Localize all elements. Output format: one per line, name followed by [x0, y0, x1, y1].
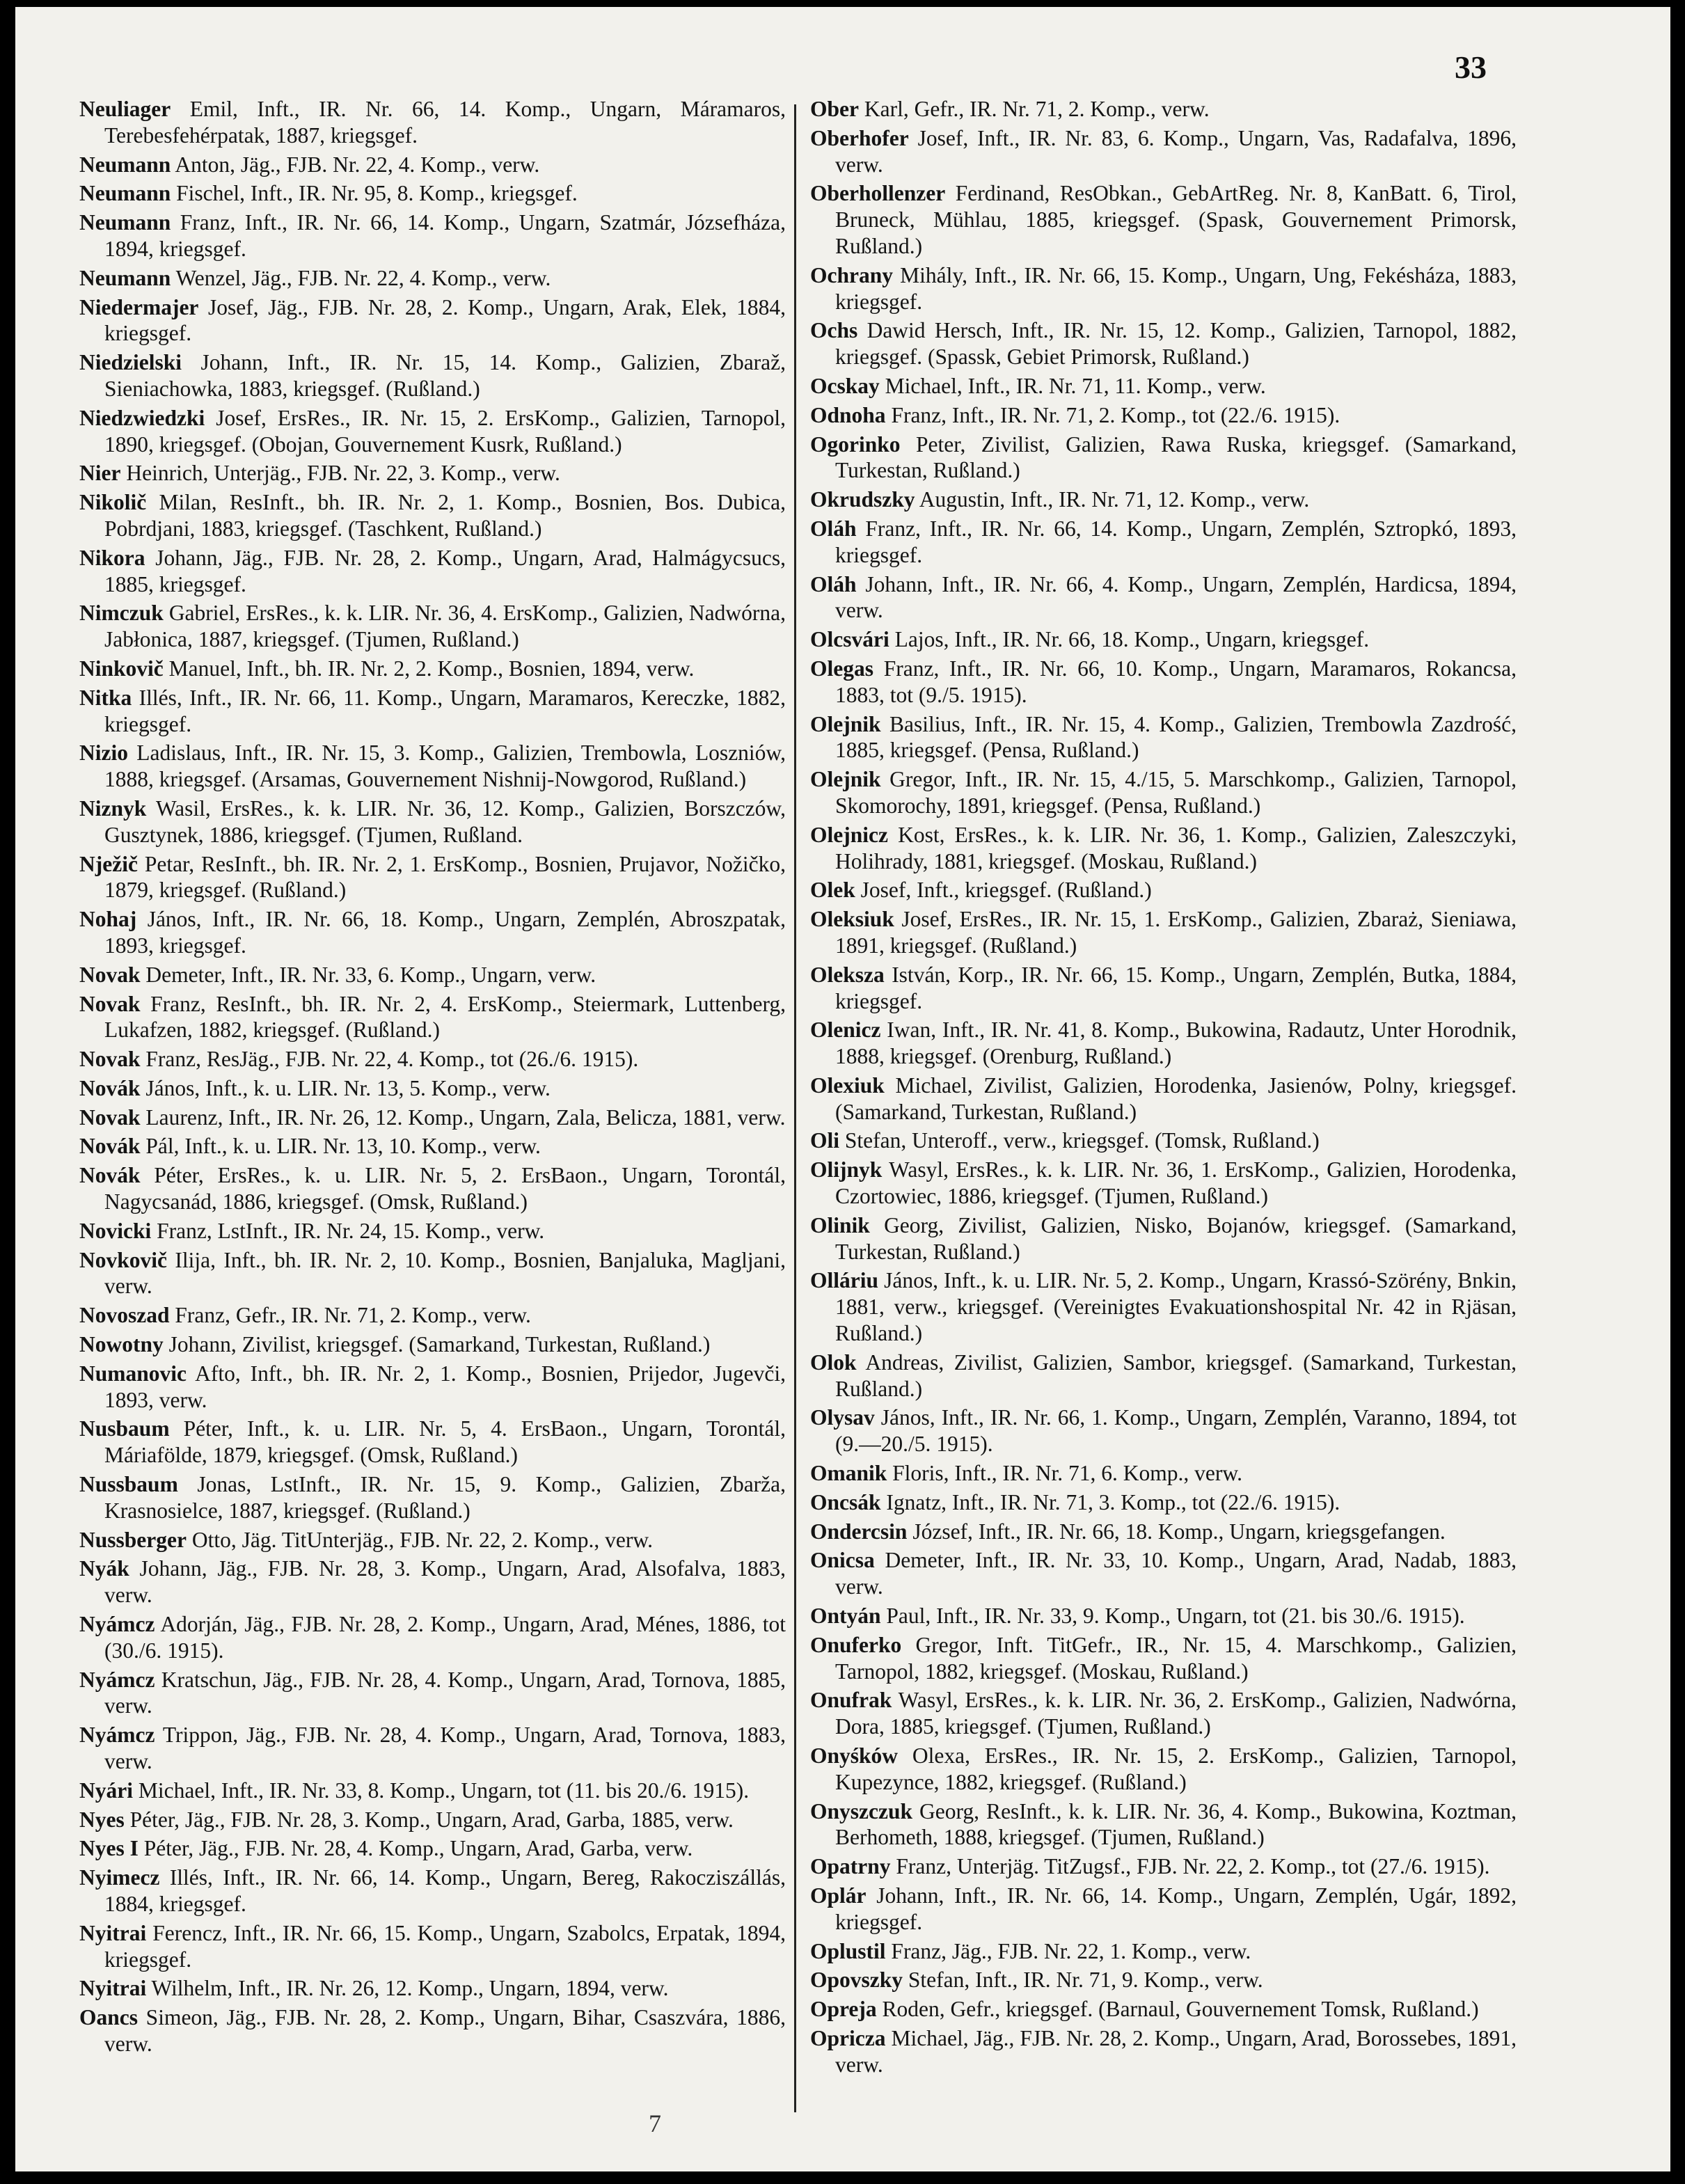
list-entry — [810, 262, 1517, 315]
list-entry — [810, 711, 1517, 764]
entry-surname: Nusbaum — [79, 1416, 170, 1441]
entry-surname: Oberhofer — [810, 125, 909, 150]
entry-details: Petar, ResInft., bh. IR. Nr. 2, 1. ErsKomp., Bosnien, Prujavor, Nožičko, 1879, kriegsgef. (Rußland.) — [104, 851, 786, 903]
entry-surname: Neumann — [79, 152, 171, 177]
entry-details: Peter, Zivilist, Galizien, Rawa Ruska, kriegsgef. (Samarkand, Turkestan, Rußland.) — [835, 432, 1517, 483]
column-divider — [794, 104, 796, 2112]
entry-details: Kost, ErsRes., k. k. LIR. Nr. 36, 1. Komp., Galizien, Zaleszczyki, Holihrady, 1881, kriegsgef. (Moskau, Rußland.) — [835, 822, 1517, 873]
entry-surname: Novkovič — [79, 1247, 167, 1272]
entry-details: Pál, Inft., k. u. LIR. Nr. 13, 10. Komp., verw. — [145, 1134, 541, 1159]
list-entry — [79, 405, 786, 458]
list-entry — [79, 1527, 786, 1553]
entry-surname: Nussberger — [79, 1527, 187, 1552]
list-entry — [79, 1667, 786, 1720]
entry-surname: Nikora — [79, 545, 145, 570]
entry-details: Péter, Jäg., FJB. Nr. 28, 3. Komp., Ungarn, Arad, Garba, 1885, verw. — [129, 1807, 734, 1832]
entry-surname: Novak — [79, 1047, 141, 1072]
entry-details: Michael, Inft., IR. Nr. 71, 11. Komp., verw. — [885, 373, 1266, 398]
entry-details: Lajos, Inft., IR. Nr. 66, 18. Komp., Ungarn, kriegsgef. — [894, 627, 1370, 652]
entry-surname: Ninkovič — [79, 656, 164, 681]
entry-details: János, Inft., IR. Nr. 66, 18. Komp., Ungarn, Zemplén, Abroszpatak, 1893, kriegsgef. — [104, 907, 786, 958]
list-entry — [79, 906, 786, 959]
list-entry — [810, 656, 1517, 709]
entry-surname: Novoszad — [79, 1303, 170, 1328]
list-entry — [79, 740, 786, 793]
list-entry — [810, 1547, 1517, 1600]
list-entry — [810, 1996, 1517, 2023]
list-entry — [810, 1404, 1517, 1457]
list-entry — [79, 685, 786, 738]
list-entry — [810, 432, 1517, 484]
entry-surname: Novák — [79, 1163, 141, 1188]
entry-details: Dawid Hersch, Inft., IR. Nr. 15, 12. Komp., Galizien, Tarnopol, 1882, kriegsgef. (Spassk, Gebiet Primorsk, Rußland.) — [835, 318, 1517, 370]
entry-surname: Nitka — [79, 685, 132, 710]
entry-details: Olexa, ErsRes., IR. Nr. 15, 2. ErsKomp., Galizien, Tarnopol, Kupezynce, 1882, kriegsgef. (Rußland.) — [835, 1743, 1517, 1794]
entry-surname: Olejnicz — [810, 822, 888, 847]
list-entry — [810, 1853, 1517, 1880]
entry-details: Josef, Inft., kriegsgef. (Rußland.) — [860, 878, 1152, 903]
entry-details: Franz, LstInft., IR. Nr. 24, 15. Komp., verw. — [157, 1218, 545, 1243]
entry-surname: Nyes I — [79, 1836, 139, 1861]
left-column — [79, 96, 786, 2060]
entry-surname: Oláh — [810, 571, 857, 596]
entry-details: Josef, ErsRes., IR. Nr. 15, 2. ErsKomp., Galizien, Tarnopol, 1890, kriegsgef. (Obojan, Gouvernement Kusrk, Rußland.) — [104, 405, 786, 457]
list-entry — [79, 1975, 786, 2002]
entry-surname: Niznyk — [79, 796, 147, 821]
entry-details: Johann, Jäg., FJB. Nr. 28, 2. Komp., Ungarn, Arad, Halmágycsucs, 1885, kriegsgef. — [104, 545, 786, 596]
entry-details: Josef, Jäg., FJB. Nr. 28, 2. Komp., Ungarn, Arak, Elek, 1884, kriegsgef. — [104, 294, 786, 346]
list-entry — [810, 373, 1517, 399]
list-entry — [79, 1105, 786, 1131]
entry-surname: Nohaj — [79, 907, 137, 932]
entry-surname: Ondercsin — [810, 1519, 908, 1544]
entry-details: Ferdinand, ResObkan., GebArtReg. Nr. 8, KanBatt. 6, Tirol, Bruneck, Mühlau, 1885, kriegsgef. (Spask, Gouvernement Primorsk, Rußland.) — [835, 181, 1517, 258]
list-entry — [79, 1361, 786, 1414]
right-column — [810, 96, 1517, 2081]
entry-surname: Oancs — [79, 2005, 139, 2030]
entry-surname: Oncsák — [810, 1489, 881, 1514]
list-entry — [79, 991, 786, 1044]
list-entry — [810, 1350, 1517, 1402]
entry-surname: Nimczuk — [79, 601, 164, 626]
entry-details: János, Inft., k. u. LIR. Nr. 13, 5. Komp., verw. — [145, 1075, 551, 1100]
entry-details: Péter, Inft., k. u. LIR. Nr. 5, 4. ErsBaon., Ungarn, Torontál, Máriafölde, 1879, kriegsgef. (Omsk, Rußland.) — [104, 1416, 786, 1468]
entry-surname: Omanik — [810, 1461, 887, 1486]
list-entry — [79, 1247, 786, 1300]
entry-surname: Numanovic — [79, 1361, 187, 1386]
entry-details: Afto, Inft., bh. IR. Nr. 2, 1. Komp., Bosnien, Prijedor, Jugevči, 1893, verw. — [104, 1361, 786, 1412]
entry-surname: Nizio — [79, 741, 128, 766]
page-number: 33 — [1455, 49, 1487, 85]
entry-details: Kratschun, Jäg., FJB. Nr. 28, 4. Komp., Ungarn, Arad, Tornova, 1885, verw. — [104, 1667, 786, 1718]
list-entry — [79, 1722, 786, 1775]
entry-details: Ignatz, Inft., IR. Nr. 71, 3. Komp., tot (22./6. 1915). — [886, 1489, 1340, 1514]
list-entry — [79, 1162, 786, 1215]
list-entry — [810, 125, 1517, 178]
list-entry — [810, 571, 1517, 624]
list-entry — [79, 1046, 786, 1073]
entry-details: Johann, Inft., IR. Nr. 66, 4. Komp., Ungarn, Zemplén, Hardicsa, 1894, verw. — [835, 571, 1517, 623]
entry-surname: Oplustil — [810, 1938, 886, 1963]
entry-surname: Ogorinko — [810, 432, 901, 457]
entry-details: Péter, ErsRes., k. u. LIR. Nr. 5, 2. ErsBaon., Ungarn, Torontál, Nagycsanád, 1886, kriegsgef. (Omsk, Rußland.) — [104, 1163, 786, 1214]
entry-surname: Neumann — [79, 181, 171, 206]
entry-surname: Nussbaum — [79, 1472, 178, 1497]
entry-details: Andreas, Zivilist, Galizien, Sambor, kriegsgef. (Samarkand, Turkestan, Rußland.) — [835, 1350, 1517, 1401]
list-entry — [810, 1938, 1517, 1965]
entry-details: Josef, ErsRes., IR. Nr. 15, 1. ErsKomp., Galizien, Zbaraż, Sieniawa, 1891, kriegsgef. (Rußland.) — [835, 907, 1517, 958]
entry-surname: Nyámcz — [79, 1612, 155, 1637]
list-entry — [810, 1519, 1517, 1545]
entry-details: Johann, Jäg., FJB. Nr. 28, 3. Komp., Ungarn, Arad, Alsofalva, 1883, verw. — [104, 1556, 786, 1608]
entry-surname: Novák — [79, 1134, 141, 1159]
entry-surname: Novicki — [79, 1218, 152, 1243]
entry-surname: Opricza — [810, 2025, 886, 2050]
entry-surname: Olok — [810, 1350, 857, 1375]
list-entry — [810, 1127, 1517, 1154]
entry-details: Stefan, Unteroff., verw., kriegsgef. (Tomsk, Rußland.) — [844, 1128, 1320, 1153]
entry-details: Karl, Gefr., IR. Nr. 71, 2. Komp., verw. — [864, 97, 1210, 121]
entry-surname: Niedermajer — [79, 294, 199, 319]
list-entry — [810, 1489, 1517, 1516]
entry-details: Illés, Inft., IR. Nr. 66, 14. Komp., Ungarn, Bereg, Rakocziszállás, 1884, kriegsgef. — [104, 1865, 786, 1916]
entry-surname: Oplár — [810, 1883, 867, 1908]
list-entry — [79, 96, 786, 149]
entry-details: Ladislaus, Inft., IR. Nr. 15, 3. Komp., Galizien, Trembowla, Loszniów, 1888, kriegsgef. (Arsamas, Gouvernement Nishnij-Nowgorod, Rußland.) — [104, 741, 786, 792]
list-entry — [810, 1017, 1517, 1070]
list-entry — [79, 1807, 786, 1833]
entry-details: Trippon, Jäg., FJB. Nr. 28, 4. Komp., Ungarn, Arad, Tornova, 1883, verw. — [104, 1723, 786, 1774]
list-entry — [79, 2004, 786, 2057]
entry-details: Anton, Jäg., FJB. Nr. 22, 4. Komp., verw. — [175, 152, 540, 177]
entry-surname: Olejnik — [810, 767, 881, 792]
entry-details: Franz, Unterjäg. TitZugsf., FJB. Nr. 22, 2. Komp., tot (27./6. 1915). — [896, 1854, 1490, 1879]
entry-surname: Onyszczuk — [810, 1798, 913, 1823]
entry-details: Illés, Inft., IR. Nr. 66, 11. Komp., Ungarn, Maramaros, Kereczke, 1882, kriegsgef. — [104, 685, 786, 736]
entry-surname: Novak — [79, 962, 141, 987]
entry-surname: Ochrany — [810, 262, 894, 287]
entry-surname: Nikolič — [79, 490, 147, 515]
list-entry — [79, 796, 786, 848]
entry-surname: Nyári — [79, 1778, 133, 1803]
entry-surname: Olek — [810, 878, 855, 903]
entry-details: Heinrich, Unterjäg., FJB. Nr. 22, 3. Komp., verw. — [126, 461, 560, 486]
entry-surname: Onyśków — [810, 1743, 899, 1768]
list-entry — [79, 294, 786, 347]
list-entry — [79, 656, 786, 682]
list-entry — [810, 1157, 1517, 1210]
entry-surname: Neuliager — [79, 97, 171, 121]
entry-surname: Oberhollenzer — [810, 181, 946, 206]
list-entry — [810, 1212, 1517, 1265]
entry-details: Fischel, Inft., IR. Nr. 95, 8. Komp., kriegsgef. — [176, 181, 578, 206]
entry-surname: Onufrak — [810, 1688, 892, 1713]
entry-surname: Odnoha — [810, 402, 886, 427]
entry-details: Stefan, Inft., IR. Nr. 71, 9. Komp., verw. — [908, 1968, 1263, 1993]
list-entry — [79, 600, 786, 653]
list-entry — [79, 180, 786, 207]
entry-details: Wenzel, Jäg., FJB. Nr. 22, 4. Komp., verw. — [175, 265, 551, 290]
entry-details: Georg, ResInft., k. k. LIR. Nr. 36, 4. Komp., Bukowina, Koztman, Berhometh, 1888, kriegsgef. (Tjumen, Rußland.) — [835, 1798, 1517, 1850]
list-entry — [810, 1073, 1517, 1125]
entry-surname: Ober — [810, 97, 859, 121]
entry-surname: Oli — [810, 1128, 840, 1153]
list-entry — [79, 1331, 786, 1358]
entry-details: Péter, Jäg., FJB. Nr. 28, 4. Komp., Ungarn, Arad, Garba, verw. — [143, 1836, 693, 1861]
list-entry — [810, 96, 1517, 122]
entry-details: Michael, Jäg., FJB. Nr. 28, 2. Komp., Ungarn, Arad, Borossebes, 1891, verw. — [835, 2025, 1517, 2077]
entry-surname: Nyes — [79, 1807, 125, 1832]
entry-surname: Nyámcz — [79, 1723, 155, 1748]
entry-surname: Oleksiuk — [810, 907, 894, 932]
entry-surname: Olysav — [810, 1405, 875, 1430]
list-entry — [79, 1865, 786, 1917]
entry-details: Demeter, Inft., IR. Nr. 33, 10. Komp., Ungarn, Arad, Nadab, 1883, verw. — [835, 1548, 1517, 1599]
list-entry — [79, 1075, 786, 1102]
list-entry — [79, 1778, 786, 1804]
list-entry — [810, 1798, 1517, 1851]
list-entry — [810, 962, 1517, 1015]
entry-surname: Olejnik — [810, 711, 881, 736]
entry-details: Franz, Jäg., FJB. Nr. 22, 1. Komp., verw. — [891, 1938, 1251, 1963]
list-entry — [79, 851, 786, 904]
entry-details: Demeter, Inft., IR. Nr. 33, 6. Komp., Ungarn, verw. — [145, 962, 596, 987]
entry-surname: Nowotny — [79, 1332, 164, 1357]
entry-details: Franz, ResInft., bh. IR. Nr. 2, 4. ErsKomp., Steiermark, Luttenberg, Lukafzen, 1882, kriegsgef. (Rußland.) — [104, 991, 786, 1043]
list-entry — [79, 460, 786, 486]
entry-details: Manuel, Inft., bh. IR. Nr. 2, 2. Komp., Bosnien, 1894, verw. — [168, 656, 695, 681]
entry-surname: Opreja — [810, 1997, 877, 2022]
entry-details: Wasyl, ErsRes., k. k. LIR. Nr. 36, 1. ErsKomp., Galizien, Horodenka, Czortowiec, 1886, kriegsgef. (Tjumen, Rußland.) — [835, 1157, 1517, 1209]
list-entry — [79, 209, 786, 262]
entry-details: Simeon, Jäg., FJB. Nr. 28, 2. Komp., Ungarn, Bihar, Csaszvára, 1886, verw. — [104, 2005, 786, 2056]
entry-details: Paul, Inft., IR. Nr. 33, 9. Komp., Ungarn, tot (21. bis 30./6. 1915). — [886, 1604, 1465, 1629]
list-entry — [79, 1920, 786, 1973]
entry-surname: Nyimecz — [79, 1865, 160, 1890]
entry-details: Gabriel, ErsRes., k. k. LIR. Nr. 36, 4. ErsKomp., Galizien, Nadwórna, Jabłonica, 1887, kriegsgef. (Tjumen, Rußland.) — [104, 601, 786, 652]
entry-surname: Opatrny — [810, 1854, 891, 1879]
entry-surname: Olegas — [810, 656, 873, 681]
list-entry — [810, 402, 1517, 429]
entry-surname: Niedzielski — [79, 350, 182, 375]
entry-details: Franz, Inft., IR. Nr. 66, 14. Komp., Ungarn, Zemplén, Sztropkó, 1893, kriegsgef. — [835, 516, 1517, 567]
entry-details: Ferencz, Inft., IR. Nr. 66, 15. Komp., Ungarn, Szabolcs, Erpatak, 1894, kriegsgef. — [104, 1920, 786, 1972]
entry-surname: Olexiuk — [810, 1073, 885, 1098]
entry-surname: Opovszky — [810, 1968, 903, 1993]
entry-surname: Olinik — [810, 1212, 870, 1237]
entry-surname: Oláh — [810, 516, 857, 541]
entry-details: Roden, Gefr., kriegsgef. (Barnaul, Gouvernement Tomsk, Rußland.) — [882, 1997, 1479, 2022]
entry-surname: Nyitrai — [79, 1920, 147, 1945]
entry-surname: Niedzwiedzki — [79, 405, 205, 430]
entry-details: Augustin, Inft., IR. Nr. 71, 12. Komp., verw. — [919, 487, 1310, 512]
list-entry — [79, 1611, 786, 1664]
entry-surname: Onicsa — [810, 1548, 875, 1573]
list-entry — [810, 516, 1517, 569]
entry-surname: Neumann — [79, 265, 171, 290]
entry-surname: Olijnyk — [810, 1157, 883, 1182]
entry-details: Franz, Inft., IR. Nr. 71, 2. Komp., tot (22./6. 1915). — [891, 402, 1340, 427]
entry-surname: Onuferko — [810, 1632, 902, 1657]
entry-surname: Novak — [79, 1105, 141, 1130]
entry-details: Johann, Zivilist, kriegsgef. (Samarkand, Turkestan, Rußland.) — [168, 1332, 711, 1357]
entry-details: Wasyl, ErsRes., k. k. LIR. Nr. 36, 2. ErsKomp., Galizien, Nadwórna, Dora, 1885, kriegsgef. (Tjumen, Rußland.) — [835, 1688, 1517, 1739]
entry-surname: Neumann — [79, 210, 171, 235]
entry-details: Franz, Inft., IR. Nr. 66, 10. Komp., Ungarn, Maramaros, Rokancsa, 1883, tot (9./5. 1915). — [835, 656, 1517, 707]
entry-details: Michael, Zivilist, Galizien, Horodenka, Jasienów, Polny, kriegsgef. (Samarkand, Turkestan, Rußland.) — [835, 1073, 1517, 1124]
entry-details: Johann, Inft., IR. Nr. 15, 14. Komp., Galizien, Zbaraž, Sieniachowka, 1883, kriegsgef. (Rußland.) — [104, 350, 786, 401]
list-entry — [810, 2025, 1517, 2078]
entry-details: János, Inft., IR. Nr. 66, 1. Komp., Ungarn, Zemplén, Varanno, 1894, tot (9.—20./5. 1915). — [835, 1405, 1517, 1457]
entry-details: Gregor, Inft. TitGefr., IR., Nr. 15, 4. Marschkomp., Galizien, Tarnopol, 1882, kriegsgef. (Moskau, Rußland.) — [835, 1632, 1517, 1684]
entry-details: Laurenz, Inft., IR. Nr. 26, 12. Komp., Ungarn, Zala, Beliсza, 1881, verw. — [145, 1105, 786, 1130]
list-entry — [810, 486, 1517, 513]
entry-surname: Novak — [79, 991, 141, 1016]
entry-details: Iwan, Inft., IR. Nr. 41, 8. Komp., Bukowina, Radautz, Unter Horodnik, 1888, kriegsgef. (Orenburg, Rußland.) — [835, 1018, 1517, 1069]
entry-details: Michael, Inft., IR. Nr. 33, 8. Komp., Ungarn, tot (11. bis 20./6. 1915). — [138, 1778, 750, 1803]
list-entry — [79, 1835, 786, 1862]
list-entry — [810, 1687, 1517, 1740]
entry-details: Wilhelm, Inft., IR. Nr. 26, 12. Komp., Ungarn, 1894, verw. — [151, 1976, 669, 2001]
entry-details: István, Korp., IR. Nr. 66, 15. Komp., Ungarn, Zemplén, Butka, 1884, kriegsgef. — [835, 962, 1517, 1013]
list-entry — [810, 766, 1517, 819]
entry-details: Ilija, Inft., bh. IR. Nr. 2, 10. Komp., Bosnien, Banjaluka, Magljani, verw. — [104, 1247, 786, 1299]
list-entry — [79, 1471, 786, 1524]
list-entry — [810, 1743, 1517, 1796]
entry-details: Mihály, Inft., IR. Nr. 66, 15. Komp., Ungarn, Ung, Fekésháza, 1883, kriegsgef. — [835, 262, 1517, 314]
list-entry — [79, 1556, 786, 1608]
entry-surname: Nježič — [79, 851, 138, 876]
list-entry — [79, 265, 786, 292]
entry-details: Otto, Jäg. TitUnterjäg., FJB. Nr. 22, 2. Komp., verw. — [191, 1527, 653, 1552]
list-entry — [79, 1218, 786, 1244]
entry-details: Franz, Gefr., IR. Nr. 71, 2. Komp., verw. — [175, 1303, 531, 1328]
entry-surname: Okrudszky — [810, 487, 915, 512]
list-entry — [810, 1267, 1517, 1346]
entry-surname: Olcsvári — [810, 627, 889, 652]
list-entry — [79, 1133, 786, 1160]
list-entry — [810, 1632, 1517, 1685]
entry-surname: Ocskay — [810, 373, 880, 398]
list-entry — [810, 1460, 1517, 1487]
entry-details: Johann, Inft., IR. Nr. 66, 14. Komp., Ungarn, Zemplén, Ugár, 1892, kriegsgef. — [835, 1883, 1517, 1934]
list-entry — [810, 822, 1517, 875]
entry-details: Georg, Zivilist, Galizien, Nisko, Bojanów, kriegsgef. (Samarkand, Turkestan, Rußland.) — [835, 1212, 1517, 1264]
list-entry — [810, 1883, 1517, 1936]
entry-surname: Ontyán — [810, 1604, 881, 1629]
entry-surname: Nyák — [79, 1556, 129, 1581]
entry-details: Basilius, Inft., IR. Nr. 15, 4. Komp., Galizien, Trembowla Zazdrość, 1885, kriegsgef. (Pensa, Rußland.) — [835, 711, 1517, 763]
entry-details: János, Inft., k. u. LIR. Nr. 5, 2. Komp., Ungarn, Krassó-Szörény, Bnkin, 1881, verw., kriegsgef. (Vereinigtes Evakuationshospital Nr. 42 in Rjäsan, Rußland.) — [835, 1268, 1517, 1346]
list-entry — [79, 152, 786, 178]
page — [15, 7, 1670, 2171]
entry-surname: Olláriu — [810, 1268, 879, 1293]
list-entry — [810, 626, 1517, 653]
list-entry — [79, 349, 786, 402]
entry-details: Jonas, LstInft., IR. Nr. 15, 9. Komp., Galizien, Zbarža, Krasnosielce, 1887, kriegsgef. (Rußland.) — [104, 1472, 786, 1523]
list-entry — [79, 545, 786, 598]
entry-surname: Nyitrai — [79, 1976, 147, 2001]
list-entry — [79, 962, 786, 988]
entry-surname: Ochs — [810, 318, 858, 343]
list-entry — [810, 180, 1517, 259]
entry-details: Adorján, Jäg., FJB. Nr. 28, 2. Komp., Ungarn, Arad, Ménes, 1886, tot (30./6. 1915). — [104, 1612, 786, 1663]
entry-details: Wasil, ErsRes., k. k. LIR. Nr. 36, 12. Komp., Galizien, Borszczów, Gusztynek, 1886, kriegsgef. (Tjumen, Rußland. — [104, 796, 786, 847]
list-entry — [810, 877, 1517, 903]
entry-details: Franz, Inft., IR. Nr. 66, 14. Komp., Ungarn, Szatmár, Józsefháza, 1894, kriegsgef. — [104, 210, 786, 261]
entry-details: Josef, Inft., IR. Nr. 83, 6. Komp., Ungarn, Vas, Radafalva, 1896, verw. — [835, 125, 1517, 177]
entry-surname: Nier — [79, 461, 121, 486]
entry-details: Emil, Inft., IR. Nr. 66, 14. Komp., Ungarn, Máramaros, Terebesfehérpatak, 1887, kriegsgef. — [104, 97, 786, 148]
entry-surname: Novák — [79, 1075, 141, 1100]
list-entry — [810, 906, 1517, 959]
list-entry — [79, 489, 786, 542]
list-entry — [79, 1302, 786, 1329]
bottom-mark: 7 — [649, 2110, 661, 2137]
entry-details: Milan, ResInft., bh. IR. Nr. 2, 1. Komp., Bosnien, Bos. Dubica, Pobrdjani, 1883, kriegsgef. (Taschkent, Rußland.) — [104, 490, 786, 541]
entry-details: József, Inft., IR. Nr. 66, 18. Komp., Ungarn, kriegsgefangen. — [912, 1519, 1446, 1544]
entry-surname: Oleksza — [810, 962, 885, 987]
entry-details: Gregor, Inft., IR. Nr. 15, 4./15, 5. Marschkomp., Galizien, Tarnopol, Skomorochy, 1891, kriegsgef. (Pensa, Rußland.) — [835, 767, 1517, 818]
list-entry — [79, 1416, 786, 1469]
entry-details: Franz, ResJäg., FJB. Nr. 22, 4. Komp., tot (26./6. 1915). — [145, 1047, 639, 1072]
list-entry — [810, 1967, 1517, 1993]
entry-surname: Olenicz — [810, 1018, 881, 1043]
entry-details: Floris, Inft., IR. Nr. 71, 6. Komp., verw. — [892, 1461, 1242, 1486]
entry-surname: Nyámcz — [79, 1667, 155, 1692]
list-entry — [810, 1603, 1517, 1629]
list-entry — [810, 317, 1517, 370]
